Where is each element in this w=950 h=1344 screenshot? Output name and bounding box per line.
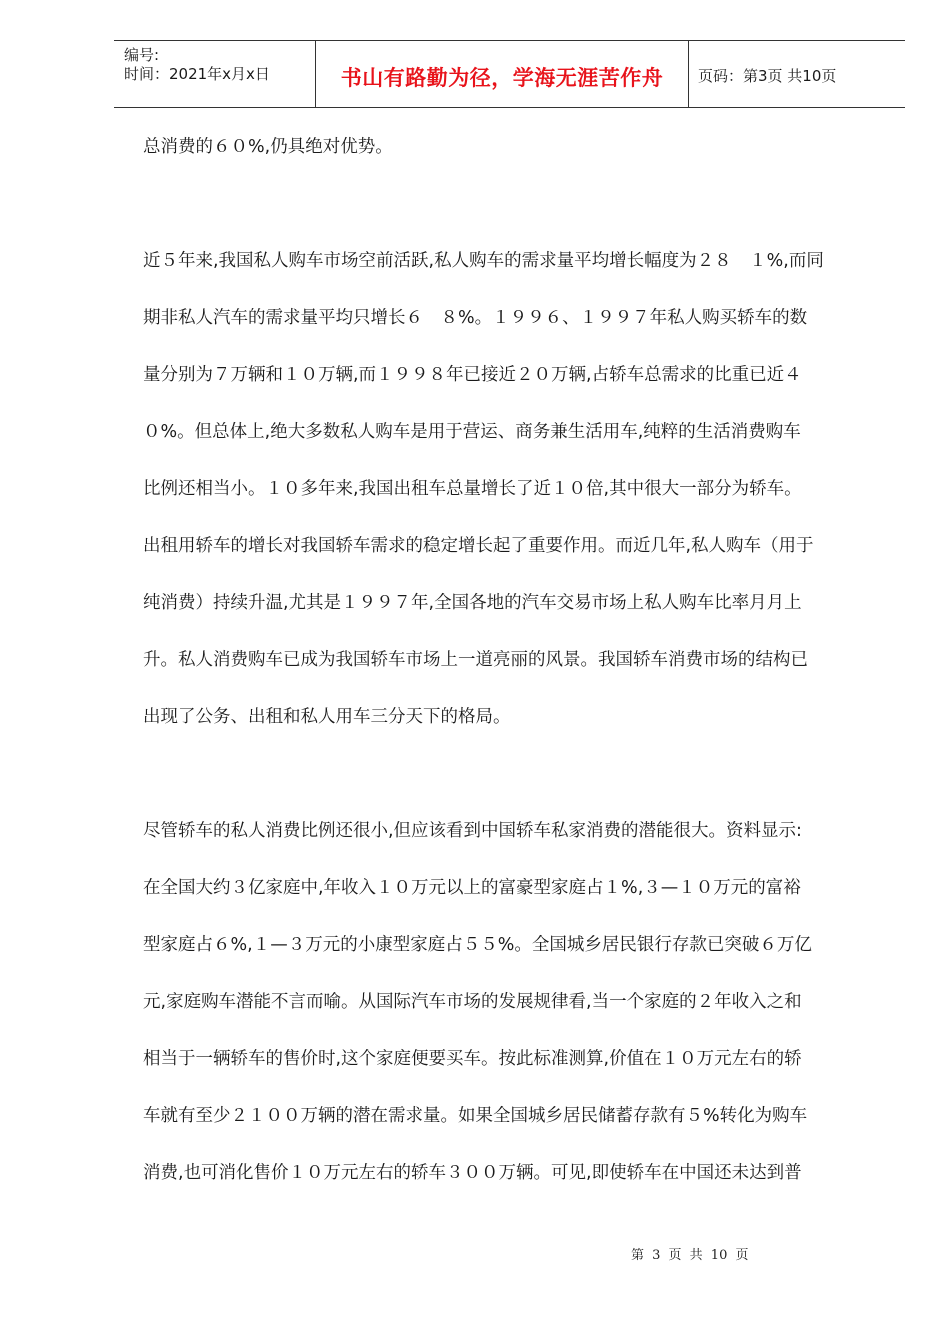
paragraph-line: 消费,也可消化售价１０万元左右的轿车３００万辆。可见,即使轿车在中国还未达到普 [143,1163,802,1183]
paragraph-line: ０%。但总体上,绝大多数私人购车是用于营运、商务兼生活用车,纯粹的生活消费购车 [143,422,801,442]
page-header [114,40,905,108]
paragraph-line: 元,家庭购车潜能不言而喻。从国际汽车市场的发展规律看,当一个家庭的２年收入之和 [143,992,802,1012]
header-motto-cell [316,41,689,107]
paragraph-line: 型家庭占６%,１—３万元的小康型家庭占５５%。全国城乡居民银行存款已突破６万亿 [143,935,812,955]
header-meta-cell [114,41,316,107]
paragraph-line: 量分别为７万辆和１０万辆,而１９９８年已接近２０万辆,占轿车总需求的比重已近４ [143,365,802,385]
paragraph-line: 升。私人消费购车已成为我国轿车市场上一道亮丽的风景。我国轿车消费市场的结构已 [143,650,808,670]
paragraph-line: 纯消费）持续升温,尤其是１９９７年,全国各地的汽车交易市场上私人购车比率月月上 [143,593,802,613]
page-info: 页码：第3页 共10页 [698,67,837,85]
paragraph-line: 在全国大约３亿家庭中,年收入１０万元以上的富豪型家庭占１%,３—１０万元的富裕 [143,878,801,898]
page-footer: 第 3 页 共 10 页 [631,1248,749,1263]
paragraph-line: 尽管轿车的私人消费比例还很小,但应该看到中国轿车私家消费的潜能很大。资料显示: [143,821,802,841]
paragraph-line: 出现了公务、出租和私人用车三分天下的格局。 [143,707,511,727]
code-label: 编号: [124,46,160,64]
paragraph-line: 总消费的６０%,仍具绝对优势。 [143,137,393,157]
paragraph-line: 期非私人汽车的需求量平均只增长６ ８%。１９９６、１９９７年私人购买轿车的数 [143,308,808,328]
time-label: 时间：2021年x月x日 [124,65,270,83]
header-page-cell [690,41,905,107]
paragraph-line: 相当于一辆轿车的售价时,这个家庭便要买车。按此标准测算,价值在１０万元左右的轿 [143,1049,802,1069]
paragraph-line: 车就有至少２１００万辆的潜在需求量。如果全国城乡居民储蓄存款有５%转化为购车 [143,1106,808,1126]
paragraph-line: 近５年来,我国私人购车市场空前活跃,私人购车的需求量平均增长幅度为２８ １%,而同 [143,251,824,271]
paragraph-line: 出租用轿车的增长对我国轿车需求的稳定增长起了重要作用。而近几年,私人购车（用于 [143,536,814,556]
motto-text: 书山有路勤为径，学海无涯苦作舟 [340,66,664,90]
document-body [143,122,883,1205]
paragraph-line: 比例还相当小。１０多年来,我国出租车总量增长了近１０倍,其中很大一部分为轿车。 [143,479,802,499]
